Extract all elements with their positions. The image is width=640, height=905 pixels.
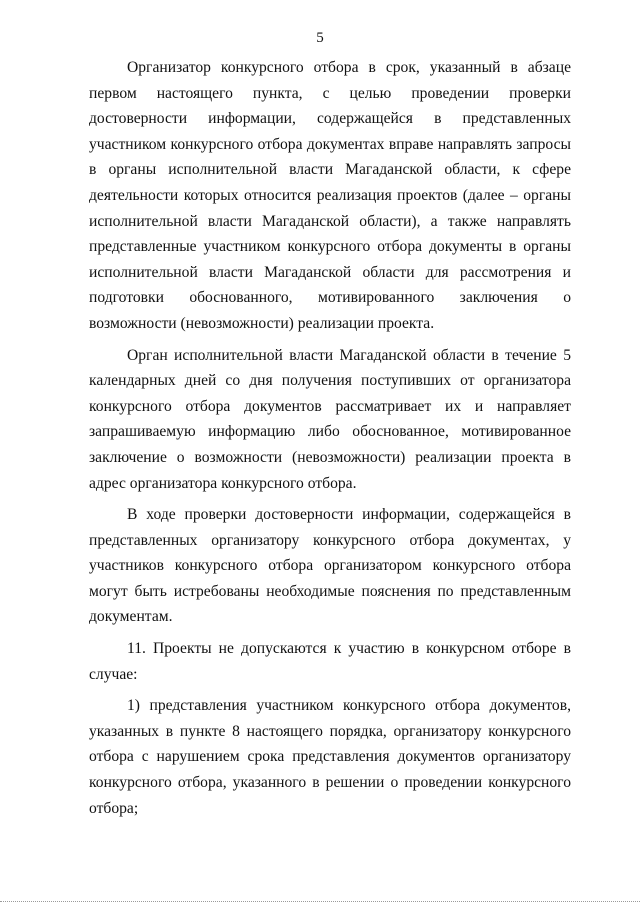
page-number: 5 — [316, 30, 324, 46]
paragraph-executive-body-review: Орган исполнительной власти Магаданской области в течение 5 календарных дней со дня получения поступивших от организатора конкурсного отбора документов рассматривает их и направляет запрашиваемую информацию либо обоснованное, мотивированное заключение о возможности (невозможности) реализации проекта в адрес организатора конкурсного отбора. — [89, 346, 571, 492]
paragraph-verification-explanations: В ходе проверки достоверности информации, содержащейся в представленных организатору конкурсного отбора документах, у участников конкурсного отбора организатором конкурсного отбора могут быть истребованы необходимые пояснения по представленным документам. — [89, 506, 571, 626]
paragraph-item-11: 11. Проекты не допускаются к участию в конкурсном отборе в случае: — [89, 640, 571, 683]
paragraph-subitem-1: 1) представления участником конкурсного отбора документов, указанных в пункте 8 настоящего порядка, организатору конкурсного отбора с нарушением срока представления документов организатору конкурсного отбора, указанного в решении о проведении конкурсного отбора; — [89, 697, 571, 817]
document-body — [89, 55, 571, 827]
paragraph-organizer-requests: Организатор конкурсного отбора в срок, указанный в абзаце первом настоящего пункта, с целью проведении проверки достоверности информации, содержащейся в представленных участником конкурсного отбора документах вправе направлять запросы в органы исполнительной власти Магаданской области, к сфере деятельности которых относится реализация проектов (далее – органы исполнительной власти Магаданской области), а также направлять представленные участником конкурсного отбора документы в органы исполнительной власти Магаданской области для рассмотрения и подготовки обоснованного, мотивированного заключения о возможности (невозможности) реализации проекта. — [89, 59, 571, 332]
bottom-scan-line — [0, 901, 640, 902]
